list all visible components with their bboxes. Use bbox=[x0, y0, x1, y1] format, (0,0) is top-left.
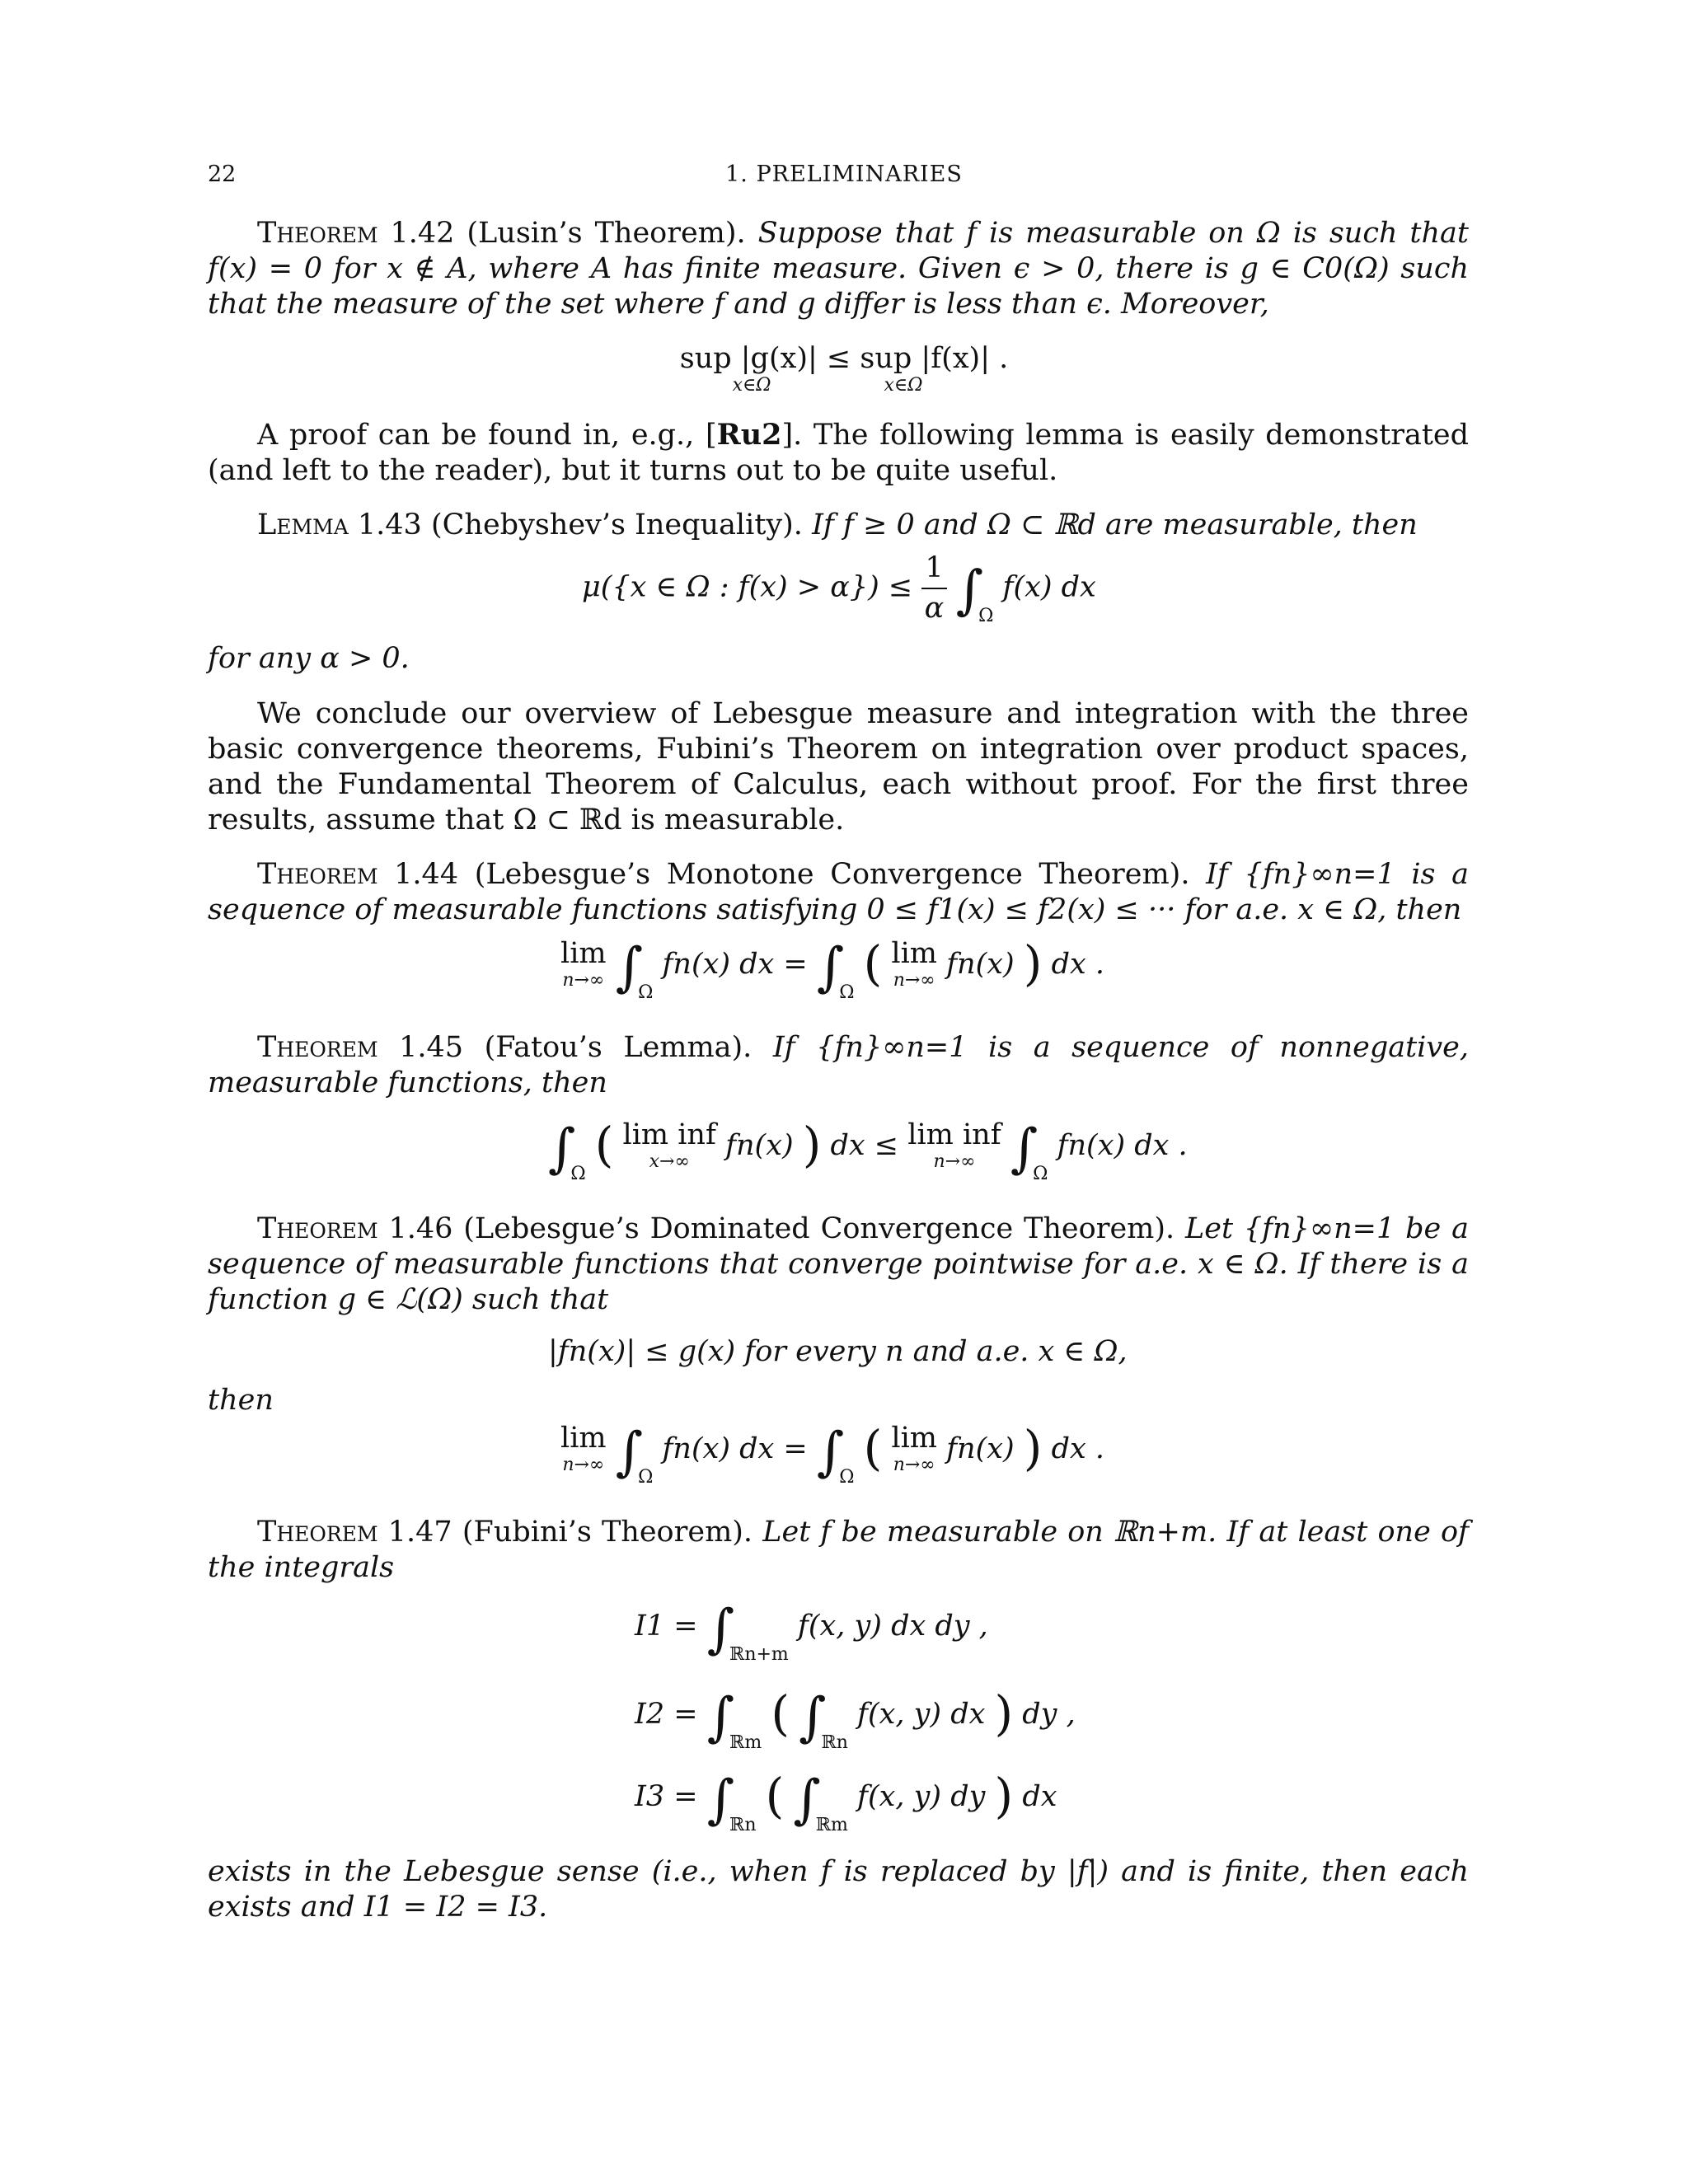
lemma-tail: for any α > 0. bbox=[208, 642, 410, 675]
domination-condition: |fn(x)| ≤ g(x) for every n and a.e. x ∈ Ω, bbox=[548, 1335, 1128, 1368]
page-header bbox=[0, 162, 1688, 194]
reference-ru2: Ru2 bbox=[716, 418, 782, 452]
integral-sign: ∫ bbox=[955, 560, 984, 621]
page-number: 22 bbox=[208, 162, 237, 187]
proof-note: A proof can be found in, e.g., [Ru2]. The following lemma is easily demonstrated (and left to the reader), but it turns out to be quite useful. bbox=[208, 418, 1470, 487]
theorem-statement-2: for x ∉ A, where A has finite measure. Given ϵ > 0, there is g ∈ C0(Ω) such that the measure bbox=[208, 252, 1469, 321]
running-head: 1. PRELIMINARIES bbox=[725, 162, 963, 187]
theorem-name: (Lusin’s Theorem). bbox=[467, 217, 746, 250]
fubini-conclusion: exists in the Lebesgue sense (i.e., when f is replaced by |f|) and is finite, then each exists and I1 = I2 = I3. bbox=[208, 1855, 1469, 1924]
integral-I1: $I1 = \int_{ℝn+m}$ f(x, y) dx dy , bbox=[635, 1599, 988, 1665]
fatou-inequality: $\int_\Omega$ ( lim inf x→∞ fn(x) ) dx ≤ lim inf n→∞ $\int_\Omega$ fn(x) dx . bbox=[548, 1117, 1188, 1184]
lemma-1-43: Lemma 1.43 (Chebyshev’s Inequality). If f ≥ 0 and Ω ⊂ ℝd are measurable, then bbox=[257, 509, 1418, 541]
theorem-label: Theorem bbox=[257, 217, 378, 250]
then-word: then bbox=[208, 1384, 274, 1417]
sup-subscripts: x∈Ω x∈Ω bbox=[732, 375, 923, 396]
chebyshev-inequality: μ({x ∈ Ω : f(x) > α}) ≤ $\frac{1}{\alpha}$ $\int_\Omega$ f(x) dx bbox=[582, 551, 1096, 626]
theorem-number: 1.42 bbox=[390, 217, 455, 250]
monotone-convergence-equation: lim n→∞ $\int_\Omega$ fn(x) dx = $\int_\Omega$ ( lim n→∞ fn(x) ) dx . bbox=[560, 935, 1104, 1003]
integral-I2: $I2 = \int_{ℝm}$ ( $\int_{ℝn}$ f(x, y) dx ) dy , bbox=[635, 1685, 1076, 1753]
theorem-1-47: Theorem 1.47 (Fubini’s Theorem). Let f be measurable on ℝn+m. If at least one of the integrals bbox=[208, 1516, 1469, 1584]
theorem-1-46: Theorem 1.46 (Lebesgue’s Dominated Convergence Theorem). Let {fn}∞n=1 be a sequence of measurable functions that converge pointwise for a.e. x ∈ Ω. If there is a function g ∈ ℒ(Ω) such that bbox=[208, 1212, 1469, 1316]
sup-inequality: sup |g(x)| ≤ sup |f(x)| . bbox=[679, 342, 1009, 375]
integral-I3: $I3 = \int_{ℝn}$ ( $\int_{ℝm}$ f(x, y) dy ) dx bbox=[635, 1768, 1057, 1835]
fraction: $\frac{1}{\alpha}$ bbox=[921, 554, 946, 623]
theorem-statement-1: Suppose that f is measurable on Ω is such that f(x) = 0 bbox=[208, 217, 1469, 285]
theorem-statement-3: of the set where f and g differ is less than ϵ. Moreover, bbox=[467, 288, 1269, 321]
theorem-1-42 bbox=[208, 216, 1469, 322]
theorem-1-45: Theorem 1.45 (Fatou’s Lemma). If {fn}∞n=1 is a sequence of nonnegative, measurable functions, then bbox=[208, 1031, 1469, 1099]
dominated-convergence-equation: lim n→∞ $\int_\Omega$ fn(x) dx = $\int_\Omega$ ( lim n→∞ fn(x) ) dx . bbox=[560, 1420, 1104, 1488]
theorem-1-44: Theorem 1.44 (Lebesgue’s Monotone Convergence Theorem). If {fn}∞n=1 is a sequence of measurable functions satisfying 0 ≤ f1(x) ≤ f2(x) ≤ ··· for a.e. x ∈ Ω, then bbox=[208, 858, 1469, 926]
overview-paragraph: We conclude our overview of Lebesgue measure and integration with the three basic convergence theorems, Fubini’s Theorem on integration over product spaces, and the Fundamental Theorem of Calculus, each without proof. For the first three results, assume that Ω ⊂ ℝd is measurable. bbox=[208, 697, 1469, 837]
